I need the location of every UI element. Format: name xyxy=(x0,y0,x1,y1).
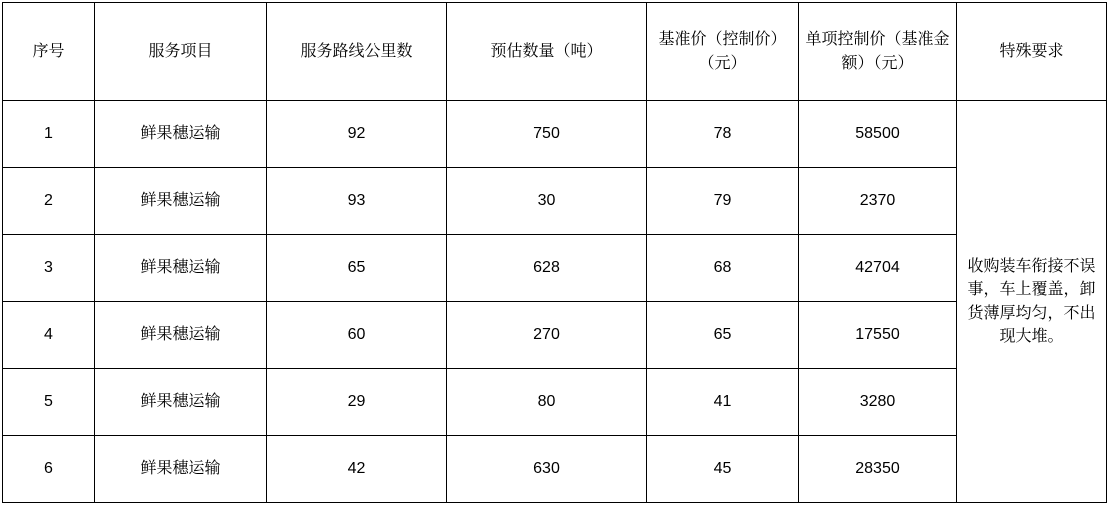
transport-price-table xyxy=(2,2,1107,503)
cell-base-price: 45 xyxy=(647,436,799,503)
cell-kilometers: 93 xyxy=(267,168,447,235)
cell-base-price: 41 xyxy=(647,369,799,436)
cell-special-requirement: 收购装车衔接不误事，车上覆盖，卸货薄厚均匀，不出现大堆。 xyxy=(957,101,1107,503)
cell-service: 鲜果穗运输 xyxy=(95,369,267,436)
cell-amount: 28350 xyxy=(799,436,957,503)
document-sheet xyxy=(0,2,1112,523)
cell-base-price: 78 xyxy=(647,101,799,168)
cell-kilometers: 29 xyxy=(267,369,447,436)
column-header-service: 服务项目 xyxy=(95,3,267,101)
cell-service: 鲜果穗运输 xyxy=(95,168,267,235)
column-header-index: 序号 xyxy=(3,3,95,101)
cell-index: 2 xyxy=(3,168,95,235)
cell-index: 3 xyxy=(3,235,95,302)
cell-index: 6 xyxy=(3,436,95,503)
table-row xyxy=(3,436,1107,503)
table-header-row xyxy=(3,3,1107,101)
cell-index: 1 xyxy=(3,101,95,168)
column-header-quantity: 预估数量（吨） xyxy=(447,3,647,101)
cell-quantity: 750 xyxy=(447,101,647,168)
table-row xyxy=(3,302,1107,369)
cell-quantity: 630 xyxy=(447,436,647,503)
cell-quantity: 628 xyxy=(447,235,647,302)
table-row xyxy=(3,369,1107,436)
cell-base-price: 65 xyxy=(647,302,799,369)
cell-amount: 42704 xyxy=(799,235,957,302)
cell-service: 鲜果穗运输 xyxy=(95,235,267,302)
cell-kilometers: 92 xyxy=(267,101,447,168)
column-header-special-requirement: 特殊要求 xyxy=(957,3,1107,101)
cell-amount: 3280 xyxy=(799,369,957,436)
cell-kilometers: 60 xyxy=(267,302,447,369)
cell-index: 4 xyxy=(3,302,95,369)
cell-quantity: 30 xyxy=(447,168,647,235)
table-row xyxy=(3,235,1107,302)
cell-kilometers: 65 xyxy=(267,235,447,302)
column-header-kilometers: 服务路线公里数 xyxy=(267,3,447,101)
cell-service: 鲜果穗运输 xyxy=(95,436,267,503)
cell-service: 鲜果穗运输 xyxy=(95,101,267,168)
table-row xyxy=(3,168,1107,235)
cell-service: 鲜果穗运输 xyxy=(95,302,267,369)
cell-quantity: 270 xyxy=(447,302,647,369)
cell-base-price: 79 xyxy=(647,168,799,235)
cell-amount: 2370 xyxy=(799,168,957,235)
table-row xyxy=(3,101,1107,168)
cell-kilometers: 42 xyxy=(267,436,447,503)
cell-index: 5 xyxy=(3,369,95,436)
cell-quantity: 80 xyxy=(447,369,647,436)
column-header-base-price: 基准价（控制价）（元） xyxy=(647,3,799,101)
cell-amount: 58500 xyxy=(799,101,957,168)
cell-amount: 17550 xyxy=(799,302,957,369)
cell-base-price: 68 xyxy=(647,235,799,302)
column-header-amount: 单项控制价（基准金额）（元） xyxy=(799,3,957,101)
